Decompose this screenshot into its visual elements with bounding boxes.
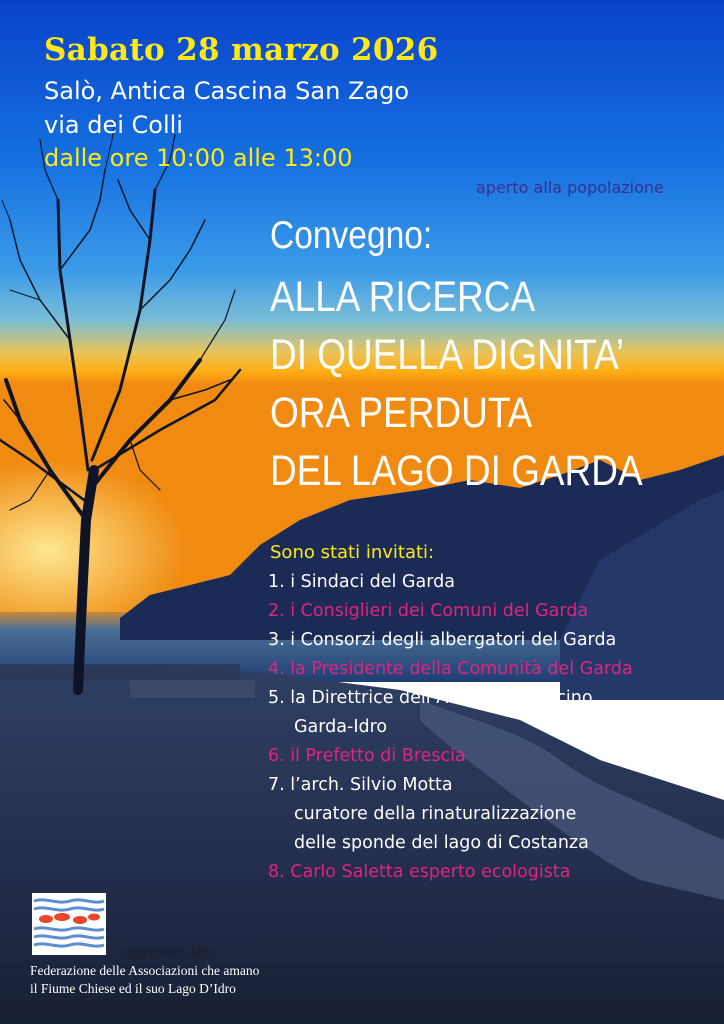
invitato-item: 8. Carlo Saletta esperto ecologista bbox=[268, 862, 571, 882]
invitato-item-continued: curatore della rinaturalizzazione bbox=[294, 804, 577, 824]
organizer-intro: organizzato dalla bbox=[122, 944, 215, 959]
invitato-item-continued: Garda-Idro bbox=[294, 717, 388, 737]
event-date: Sabato 28 marzo 2026 bbox=[44, 32, 439, 68]
invitato-item: 4. la Presidente della Comunità del Garda bbox=[268, 659, 633, 679]
invitato-item-continued: delle sponde del lago di Costanza bbox=[294, 833, 589, 853]
convegno-kicker: Convegno: bbox=[270, 214, 433, 257]
convegno-title bbox=[270, 268, 643, 500]
invitato-item: 1. i Sindaci del Garda bbox=[268, 572, 455, 592]
title-line: ALLA RICERCA bbox=[270, 273, 536, 321]
association-logo-icon bbox=[32, 893, 106, 955]
audience-note: aperto alla popolazione bbox=[476, 178, 664, 197]
venue-street: via dei Colli bbox=[44, 111, 183, 139]
invitato-item: 5. la Direttrice dell’Autorità di Bacino bbox=[268, 688, 593, 708]
title-line: DEL LAGO DI GARDA bbox=[270, 447, 643, 495]
invitato-item: 6. il Prefetto di Brescia bbox=[268, 746, 466, 766]
organizer-name bbox=[30, 962, 259, 998]
organizer-name-line: il Fiume Chiese ed il suo Lago D’Idro bbox=[30, 981, 236, 996]
organizer-name-line: Federazione delle Associazioni che amano bbox=[30, 963, 260, 978]
invitato-item: 7. l’arch. Silvio Motta bbox=[268, 775, 453, 795]
venue-name: Salò, Antica Cascina San Zago bbox=[44, 77, 410, 105]
title-line: ORA PERDUTA bbox=[270, 389, 533, 437]
invitati-list bbox=[268, 568, 633, 887]
invitato-item: 2. i Consiglieri dei Comuni del Garda bbox=[268, 601, 589, 621]
invitato-item: 3. i Consorzi degli albergatori del Garda bbox=[268, 630, 617, 650]
invitati-heading: Sono stati invitati: bbox=[270, 542, 435, 563]
event-venue bbox=[44, 74, 409, 142]
event-hours: dalle ore 10:00 alle 13:00 bbox=[44, 144, 353, 172]
title-line: DI QUELLA DIGNITA’ bbox=[270, 331, 625, 379]
